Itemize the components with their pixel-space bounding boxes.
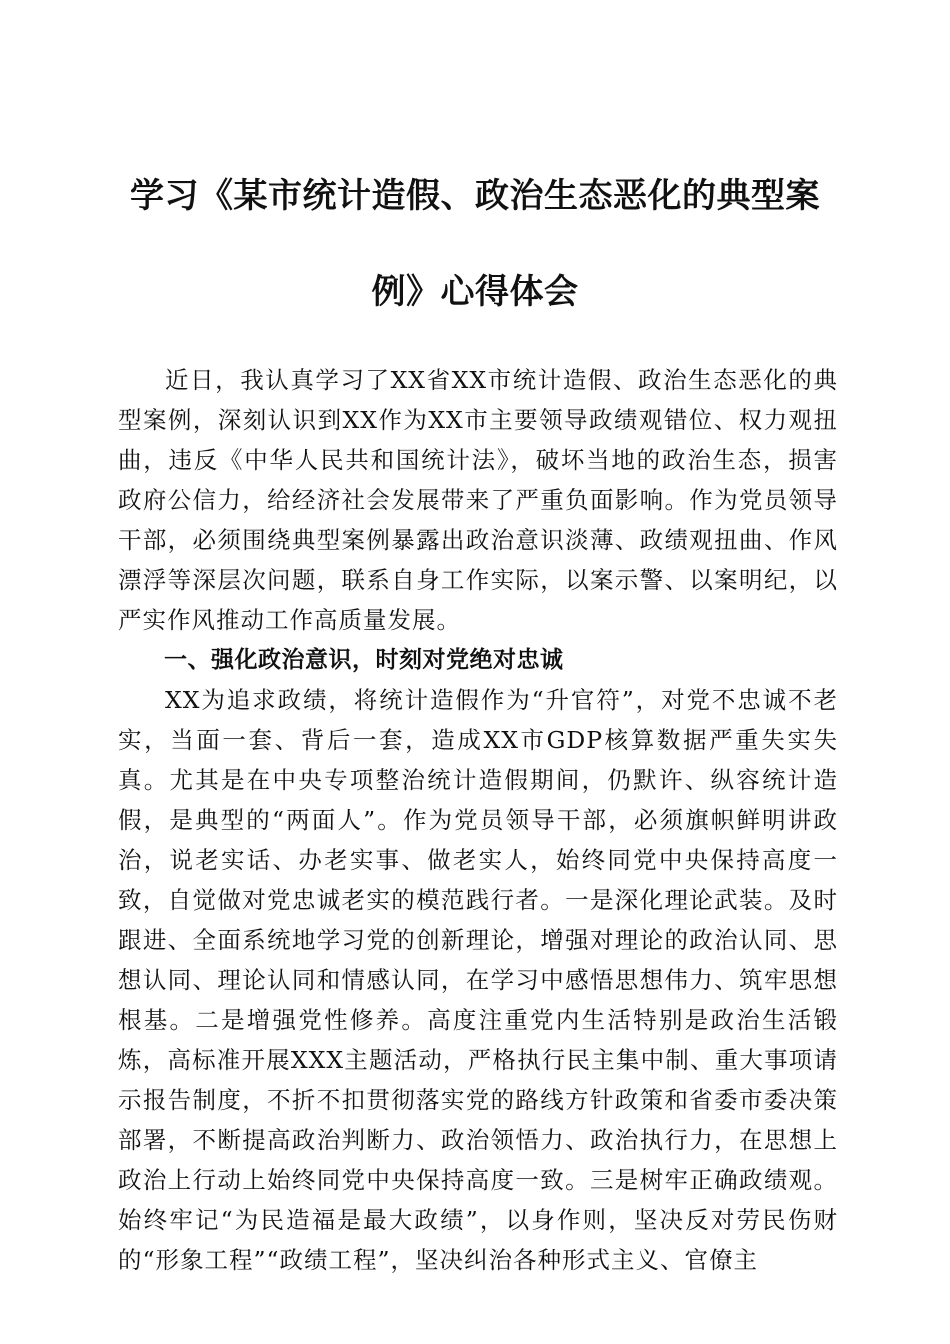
intro-paragraph: 近日，我认真学习了XX省XX市统计造假、政治生态恶化的典型案例，深刻认识到XX作为XX市主要领导政绩观错位、权力观扭曲，违反《中华人民共和国统计法》，破坏当地的政治生态，损害政府公信力，给经济社会发展带来了严重负面影响。作为党员领导干部，必须围绕典型案例暴露出政治意识淡薄、政绩观扭曲、作风漂浮等深层次问题，联系自身工作实际，以案示警、以案明纪，以严实作风推动工作高质量发展。 xyxy=(118,366,838,634)
section-1-paragraph: XX为追求政绩，将统计造假作为“升官符”，对党不忠诚不老实，当面一套、背后一套，造成XX市GDP核算数据严重失实失真。尤其是在中央专项整治统计造假期间，仍默许、纵容统计造假，是典型的“两面人”。作为党员领导干部，必须旗帜鲜明讲政治，说老实话、办老实事、做老实人，始终同党中央保持高度一致，自觉做对党忠诚老实的模范践行者。一是深化理论武装。及时跟进、全面系统地学习党的创新理论，增强对理论的政治认同、思想认同、理论认同和情感认同，在学习中感悟思想伟力、筑牢思想根基。二是增强党性修养。高度注重党内生活特别是政治生活锻炼，高标准开展XXX主题活动，严格执行民主集中制、重大事项请示报告制度，不折不扣贯彻落实党的路线方针政策和省委市委决策部署，不断提高政治判断力、政治领悟力、政治执行力，在思想上政治上行动上始终同党中央保持高度一致。三是树牢正确政绩观。始终牢记“为民造福是最大政绩”，以身作则，坚决反对劳民伤财的“形象工程”“政绩工程”，坚决纠治各种形式主义、官僚主 xyxy=(118,686,838,1274)
document-title-line-1: 学习《某市统计造假、政治生态恶化的典型案 xyxy=(130,176,820,216)
document-title-line-2: 例》心得体会 xyxy=(371,272,579,312)
section-heading-1: 一、强化政治意识，时刻对党绝对忠诚 xyxy=(164,647,564,673)
document-body xyxy=(118,360,838,1280)
